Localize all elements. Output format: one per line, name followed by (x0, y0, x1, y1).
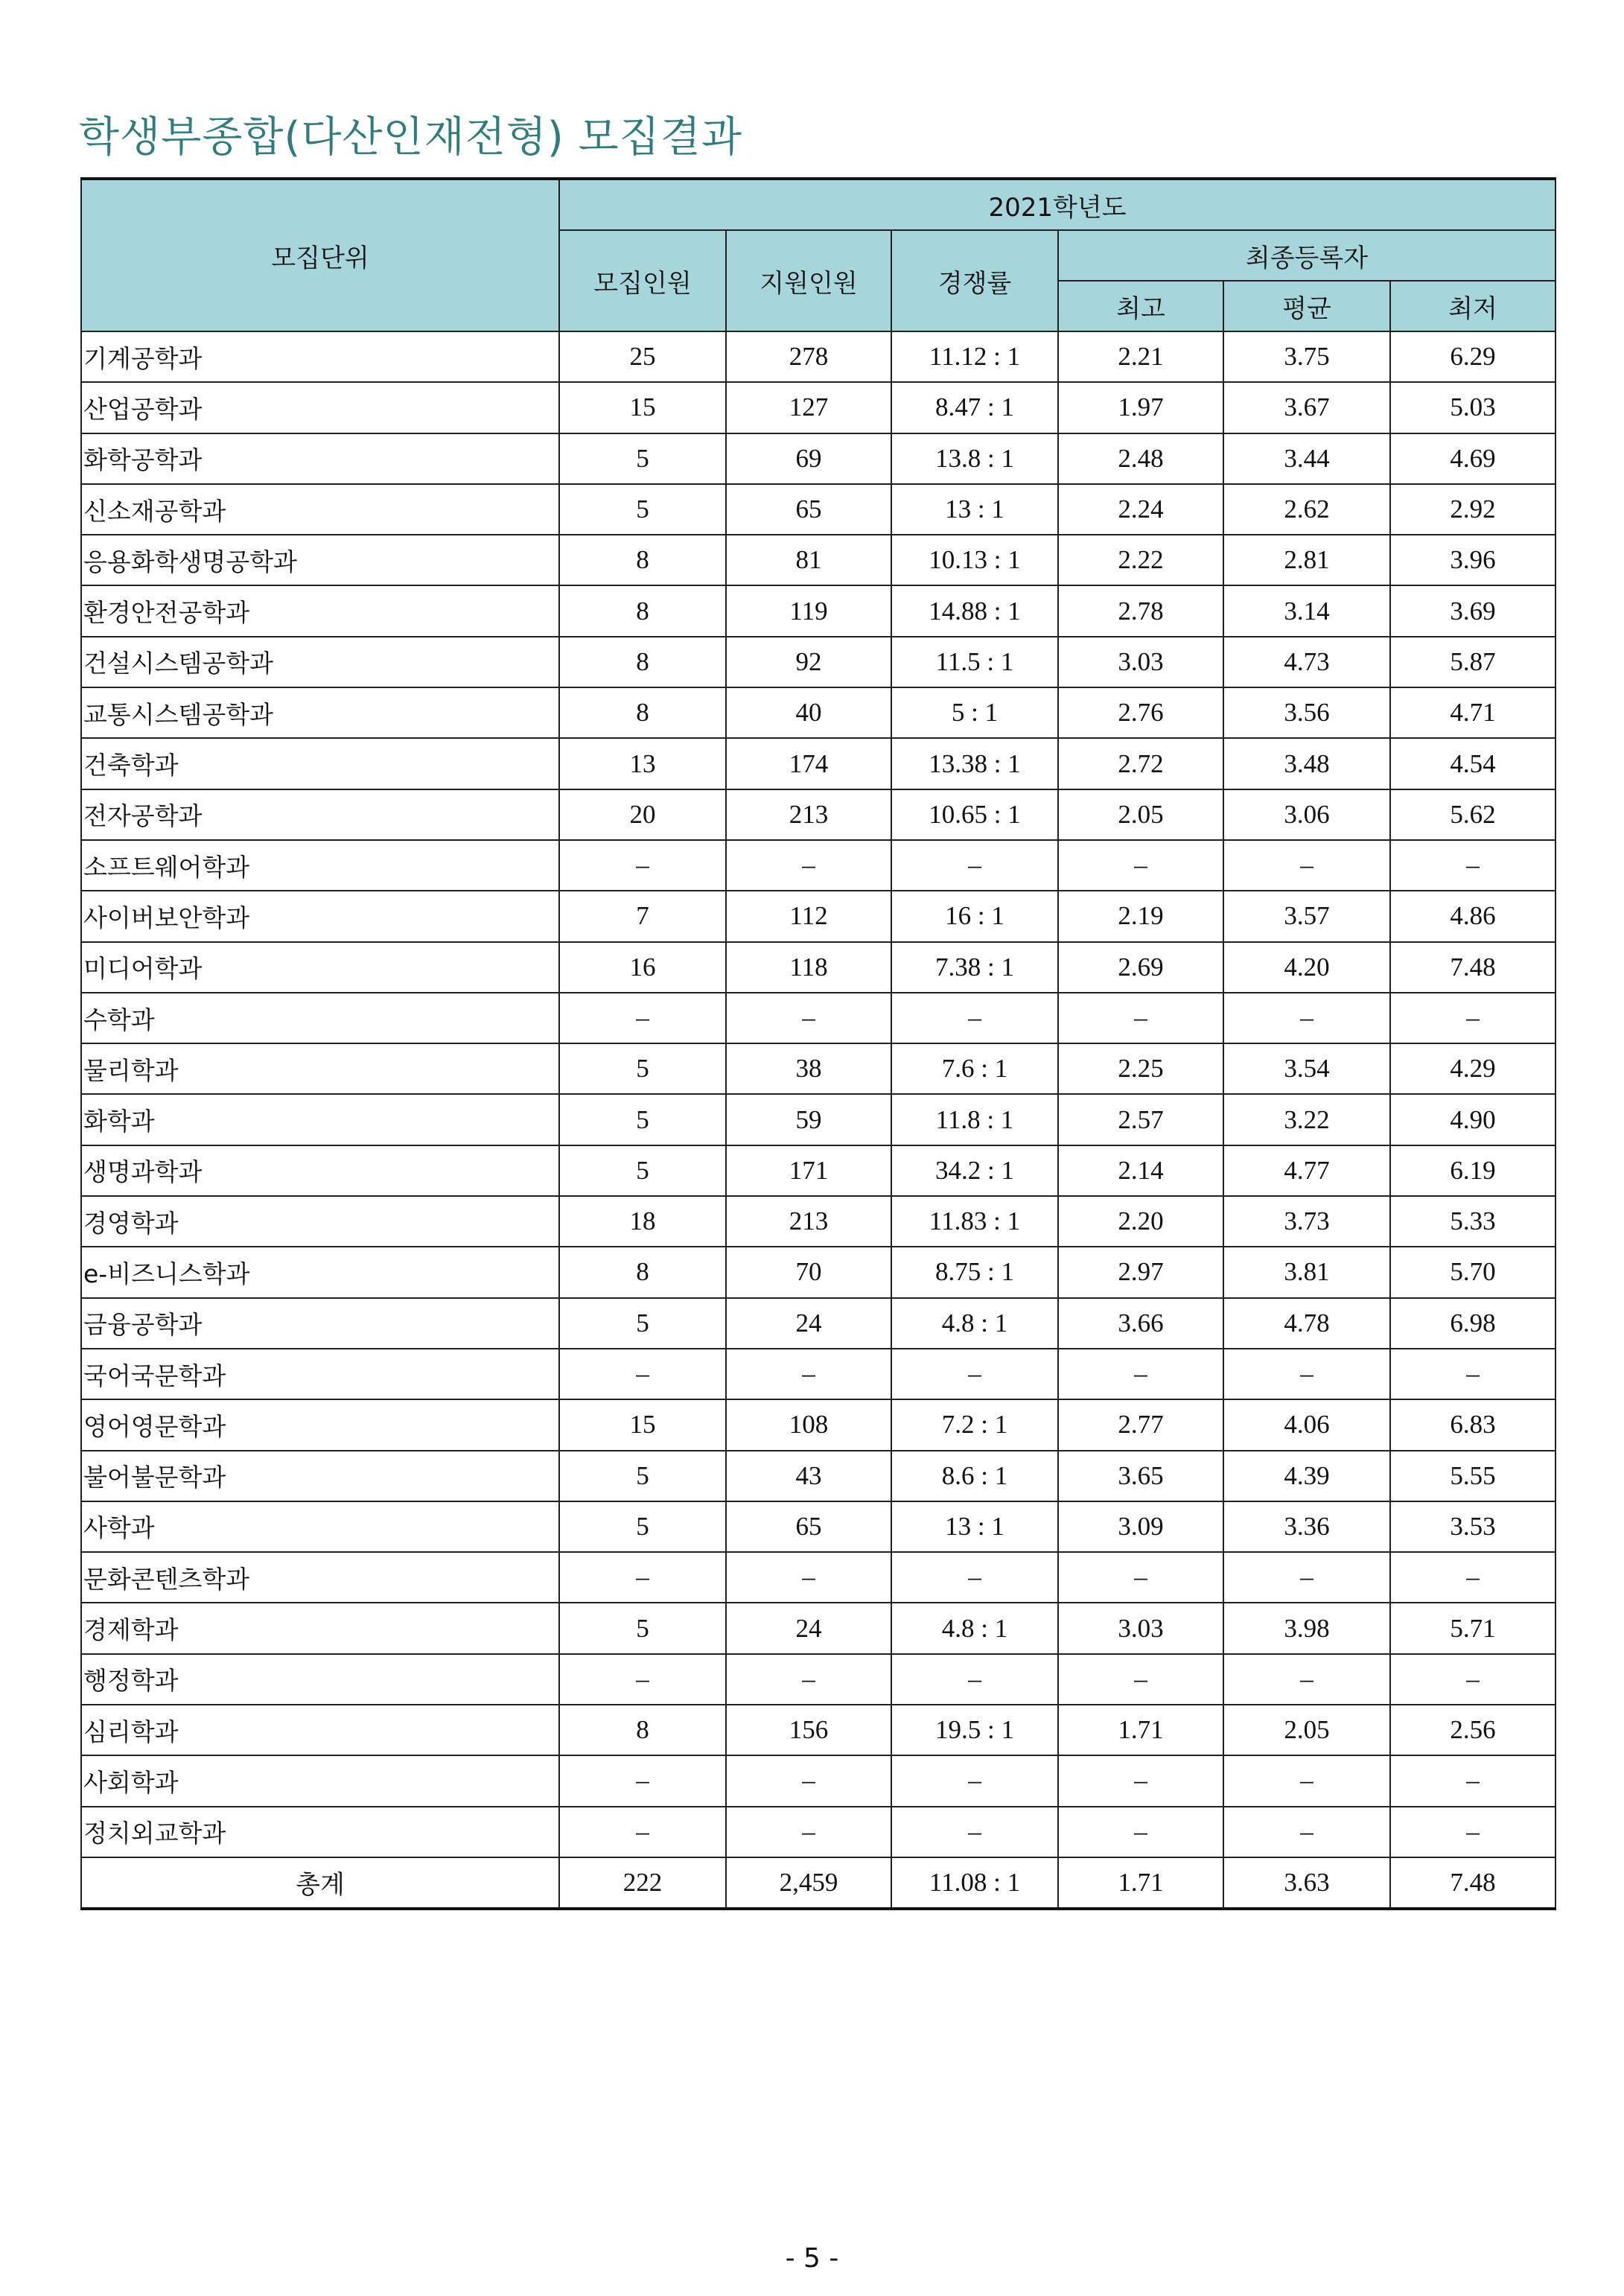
cell-ratio: 11.8 : 1 (891, 1094, 1058, 1145)
cell-min: 5.55 (1390, 1451, 1555, 1501)
cell-applicants: 69 (726, 433, 891, 484)
cell-min: – (1390, 1807, 1555, 1857)
cell-unit-name: 심리학과 (81, 1705, 559, 1755)
cell-min: – (1390, 993, 1555, 1043)
table-row (81, 942, 1555, 993)
table-row (81, 1043, 1555, 1094)
cell-avg: – (1223, 1654, 1390, 1705)
cell-min: 6.29 (1390, 331, 1555, 382)
cell-max: – (1058, 840, 1223, 891)
cell-applicants: 70 (726, 1247, 891, 1297)
cell-avg: 4.77 (1223, 1145, 1390, 1196)
table-row (81, 1349, 1555, 1399)
cell-avg: 4.78 (1223, 1298, 1390, 1349)
header-min: 최저 (1390, 281, 1555, 331)
cell-unit-name: 응용화학생명공학과 (81, 535, 559, 585)
table-row (81, 1755, 1555, 1806)
table-row (81, 1145, 1555, 1196)
cell-avg: 4.39 (1223, 1451, 1390, 1501)
cell-max: 2.20 (1058, 1196, 1223, 1247)
cell-min: – (1390, 1552, 1555, 1603)
cell-applicants: – (726, 840, 891, 891)
cell-min: 5.03 (1390, 382, 1555, 433)
cell-ratio: 11.12 : 1 (891, 331, 1058, 382)
cell-unit-name: 기계공학과 (81, 331, 559, 382)
cell-quota: 5 (559, 1094, 726, 1145)
table-row (81, 1399, 1555, 1450)
total-ratio: 11.08 : 1 (891, 1857, 1058, 1909)
cell-unit-name: 교통시스템공학과 (81, 687, 559, 738)
cell-quota: 20 (559, 789, 726, 840)
cell-ratio: – (891, 993, 1058, 1043)
cell-min: 4.54 (1390, 738, 1555, 789)
table-row (81, 738, 1555, 789)
table-row (81, 1654, 1555, 1705)
cell-min: – (1390, 1349, 1555, 1399)
total-quota: 222 (559, 1857, 726, 1909)
cell-max: 2.78 (1058, 585, 1223, 636)
cell-unit-name: 경영학과 (81, 1196, 559, 1247)
cell-unit-name: 행정학과 (81, 1654, 559, 1705)
cell-max: 1.97 (1058, 382, 1223, 433)
table-row (81, 789, 1555, 840)
table-row (81, 1807, 1555, 1857)
cell-quota: 5 (559, 1298, 726, 1349)
cell-max: 1.71 (1058, 1705, 1223, 1755)
cell-quota: 8 (559, 637, 726, 687)
cell-avg: 3.44 (1223, 433, 1390, 484)
cell-applicants: 38 (726, 1043, 891, 1094)
cell-quota: 7 (559, 891, 726, 941)
cell-avg: 3.67 (1223, 382, 1390, 433)
cell-ratio: 16 : 1 (891, 891, 1058, 941)
cell-quota: 15 (559, 1399, 726, 1450)
cell-quota: 5 (559, 1043, 726, 1094)
table-row (81, 1603, 1555, 1653)
cell-applicants: 118 (726, 942, 891, 993)
cell-max: 2.21 (1058, 331, 1223, 382)
table-row (81, 687, 1555, 738)
cell-unit-name: 정치외교학과 (81, 1807, 559, 1857)
cell-ratio: – (891, 1349, 1058, 1399)
cell-quota: – (559, 1654, 726, 1705)
cell-ratio: 19.5 : 1 (891, 1705, 1058, 1755)
cell-unit-name: 사학과 (81, 1501, 559, 1552)
cell-unit-name: 화학과 (81, 1094, 559, 1145)
cell-unit-name: 소프트웨어학과 (81, 840, 559, 891)
cell-min: 5.62 (1390, 789, 1555, 840)
cell-min: – (1390, 1755, 1555, 1806)
cell-avg: 3.73 (1223, 1196, 1390, 1247)
cell-quota: 8 (559, 535, 726, 585)
cell-quota: 15 (559, 382, 726, 433)
table-row (81, 1552, 1555, 1603)
cell-max: – (1058, 993, 1223, 1043)
cell-ratio: 8.75 : 1 (891, 1247, 1058, 1297)
cell-max: – (1058, 1552, 1223, 1603)
cell-ratio: 4.8 : 1 (891, 1298, 1058, 1349)
cell-applicants: 24 (726, 1603, 891, 1653)
cell-max: 2.05 (1058, 789, 1223, 840)
header-avg: 평균 (1223, 281, 1390, 331)
cell-applicants: 127 (726, 382, 891, 433)
cell-max: 2.57 (1058, 1094, 1223, 1145)
cell-min: 5.71 (1390, 1603, 1555, 1653)
table-footer (81, 1857, 1555, 1909)
cell-avg: 3.22 (1223, 1094, 1390, 1145)
cell-avg: 2.81 (1223, 535, 1390, 585)
cell-applicants: 92 (726, 637, 891, 687)
header-unit: 모집단위 (81, 179, 559, 331)
cell-ratio: 11.5 : 1 (891, 637, 1058, 687)
cell-min: 6.98 (1390, 1298, 1555, 1349)
cell-unit-name: 미디어학과 (81, 942, 559, 993)
cell-ratio: – (891, 1654, 1058, 1705)
header-ratio: 경쟁률 (891, 230, 1058, 331)
cell-applicants: – (726, 1755, 891, 1806)
page-number: - 5 - (785, 2243, 839, 2274)
cell-quota: 25 (559, 331, 726, 382)
table-row (81, 1451, 1555, 1501)
cell-quota: – (559, 1755, 726, 1806)
cell-max: 2.19 (1058, 891, 1223, 941)
cell-applicants: 213 (726, 1196, 891, 1247)
total-max: 1.71 (1058, 1857, 1223, 1909)
cell-avg: 4.73 (1223, 637, 1390, 687)
cell-avg: 4.20 (1223, 942, 1390, 993)
table-row (81, 331, 1555, 382)
table-row (81, 840, 1555, 891)
cell-ratio: – (891, 840, 1058, 891)
cell-applicants: 174 (726, 738, 891, 789)
cell-unit-name: 경제학과 (81, 1603, 559, 1653)
cell-applicants: 171 (726, 1145, 891, 1196)
cell-unit-name: 불어불문학과 (81, 1451, 559, 1501)
table-header (81, 179, 1555, 331)
cell-applicants: – (726, 1807, 891, 1857)
cell-quota: 8 (559, 1705, 726, 1755)
cell-quota: 5 (559, 1451, 726, 1501)
cell-min: 5.87 (1390, 637, 1555, 687)
header-final-registrants: 최종등록자 (1058, 230, 1555, 281)
cell-avg: 3.57 (1223, 891, 1390, 941)
cell-max: 3.09 (1058, 1501, 1223, 1552)
cell-max: – (1058, 1807, 1223, 1857)
cell-max: – (1058, 1349, 1223, 1399)
cell-applicants: 24 (726, 1298, 891, 1349)
table-body (81, 331, 1555, 1857)
cell-quota: 5 (559, 433, 726, 484)
table-row (81, 891, 1555, 941)
cell-ratio: 13 : 1 (891, 1501, 1058, 1552)
cell-avg: 2.62 (1223, 484, 1390, 535)
cell-ratio: 4.8 : 1 (891, 1603, 1058, 1653)
cell-ratio: 10.13 : 1 (891, 535, 1058, 585)
cell-applicants: 65 (726, 1501, 891, 1552)
cell-unit-name: 수학과 (81, 993, 559, 1043)
cell-min: 5.33 (1390, 1196, 1555, 1247)
cell-min: 6.19 (1390, 1145, 1555, 1196)
cell-applicants: 108 (726, 1399, 891, 1450)
cell-min: 4.86 (1390, 891, 1555, 941)
cell-applicants: 59 (726, 1094, 891, 1145)
table-row (81, 993, 1555, 1043)
cell-unit-name: 건축학과 (81, 738, 559, 789)
cell-unit-name: 화학공학과 (81, 433, 559, 484)
cell-min: 7.48 (1390, 942, 1555, 993)
cell-unit-name: 신소재공학과 (81, 484, 559, 535)
table-row (81, 585, 1555, 636)
cell-unit-name: 환경안전공학과 (81, 585, 559, 636)
cell-ratio: 13.8 : 1 (891, 433, 1058, 484)
cell-min: 4.69 (1390, 433, 1555, 484)
cell-min: 4.29 (1390, 1043, 1555, 1094)
cell-avg: 3.81 (1223, 1247, 1390, 1297)
header-year: 2021학년도 (559, 179, 1555, 230)
cell-avg: 4.06 (1223, 1399, 1390, 1450)
cell-applicants: – (726, 993, 891, 1043)
cell-unit-name: 문화콘텐츠학과 (81, 1552, 559, 1603)
table-row (81, 535, 1555, 585)
cell-min: 4.71 (1390, 687, 1555, 738)
cell-max: 2.25 (1058, 1043, 1223, 1094)
cell-avg: 3.75 (1223, 331, 1390, 382)
cell-max: 3.03 (1058, 637, 1223, 687)
total-applicants: 2,459 (726, 1857, 891, 1909)
cell-unit-name: 생명과학과 (81, 1145, 559, 1196)
cell-quota: – (559, 1807, 726, 1857)
cell-quota: – (559, 1552, 726, 1603)
cell-applicants: 156 (726, 1705, 891, 1755)
cell-min: – (1390, 840, 1555, 891)
cell-applicants: 43 (726, 1451, 891, 1501)
total-avg: 3.63 (1223, 1857, 1390, 1909)
table-row (81, 382, 1555, 433)
cell-ratio: 8.6 : 1 (891, 1451, 1058, 1501)
cell-min: 2.92 (1390, 484, 1555, 535)
cell-max: 2.77 (1058, 1399, 1223, 1450)
cell-ratio: – (891, 1552, 1058, 1603)
cell-avg: 3.56 (1223, 687, 1390, 738)
cell-unit-name: 사이버보안학과 (81, 891, 559, 941)
cell-min: 5.70 (1390, 1247, 1555, 1297)
cell-applicants: – (726, 1349, 891, 1399)
cell-unit-name: 물리학과 (81, 1043, 559, 1094)
header-quota: 모집인원 (559, 230, 726, 331)
cell-quota: 8 (559, 585, 726, 636)
cell-max: 2.14 (1058, 1145, 1223, 1196)
cell-min: 3.69 (1390, 585, 1555, 636)
table-row (81, 1094, 1555, 1145)
cell-applicants: 278 (726, 331, 891, 382)
cell-max: 3.66 (1058, 1298, 1223, 1349)
total-min: 7.48 (1390, 1857, 1555, 1909)
cell-quota: 5 (559, 484, 726, 535)
cell-min: 6.83 (1390, 1399, 1555, 1450)
cell-avg: – (1223, 1755, 1390, 1806)
cell-ratio: 13.38 : 1 (891, 738, 1058, 789)
cell-avg: 3.36 (1223, 1501, 1390, 1552)
cell-avg: – (1223, 1349, 1390, 1399)
cell-quota: 8 (559, 1247, 726, 1297)
cell-max: 2.24 (1058, 484, 1223, 535)
header-applicants: 지원인원 (726, 230, 891, 331)
cell-ratio: 11.83 : 1 (891, 1196, 1058, 1247)
cell-max: 2.69 (1058, 942, 1223, 993)
cell-max: 2.22 (1058, 535, 1223, 585)
cell-max: – (1058, 1755, 1223, 1806)
total-row (81, 1857, 1555, 1909)
page-title: 학생부종합(다산인재전형) 모집결과 (79, 113, 742, 162)
cell-ratio: 13 : 1 (891, 484, 1058, 535)
table-row (81, 637, 1555, 687)
cell-applicants: 81 (726, 535, 891, 585)
cell-unit-name: 금융공학과 (81, 1298, 559, 1349)
cell-quota: – (559, 840, 726, 891)
cell-avg: – (1223, 993, 1390, 1043)
cell-avg: – (1223, 840, 1390, 891)
cell-unit-name: 전자공학과 (81, 789, 559, 840)
cell-applicants: 112 (726, 891, 891, 941)
cell-quota: 16 (559, 942, 726, 993)
cell-unit-name: 영어영문학과 (81, 1399, 559, 1450)
cell-min: 3.96 (1390, 535, 1555, 585)
total-unit-name: 총계 (81, 1857, 559, 1909)
cell-unit-name: 건설시스템공학과 (81, 637, 559, 687)
table-row (81, 1298, 1555, 1349)
cell-ratio: 5 : 1 (891, 687, 1058, 738)
admission-results-table (80, 177, 1556, 1910)
cell-ratio: – (891, 1807, 1058, 1857)
cell-min: 2.56 (1390, 1705, 1555, 1755)
cell-quota: – (559, 1349, 726, 1399)
header-max: 최고 (1058, 281, 1223, 331)
cell-ratio: 14.88 : 1 (891, 585, 1058, 636)
cell-applicants: – (726, 1654, 891, 1705)
cell-max: 2.48 (1058, 433, 1223, 484)
cell-min: 3.53 (1390, 1501, 1555, 1552)
cell-ratio: 34.2 : 1 (891, 1145, 1058, 1196)
table-row (81, 1501, 1555, 1552)
cell-quota: 5 (559, 1501, 726, 1552)
cell-avg: 3.06 (1223, 789, 1390, 840)
cell-applicants: 213 (726, 789, 891, 840)
cell-ratio: 10.65 : 1 (891, 789, 1058, 840)
cell-applicants: 119 (726, 585, 891, 636)
cell-max: 3.65 (1058, 1451, 1223, 1501)
cell-avg: 3.48 (1223, 738, 1390, 789)
table-row (81, 433, 1555, 484)
cell-ratio: 7.2 : 1 (891, 1399, 1058, 1450)
cell-max: 2.72 (1058, 738, 1223, 789)
cell-unit-name: 사회학과 (81, 1755, 559, 1806)
cell-ratio: 8.47 : 1 (891, 382, 1058, 433)
cell-ratio: – (891, 1755, 1058, 1806)
table-row (81, 1705, 1555, 1755)
cell-max: – (1058, 1654, 1223, 1705)
cell-avg: 3.54 (1223, 1043, 1390, 1094)
cell-avg: 3.98 (1223, 1603, 1390, 1653)
cell-avg: – (1223, 1552, 1390, 1603)
table-row (81, 1247, 1555, 1297)
cell-applicants: 40 (726, 687, 891, 738)
cell-quota: 18 (559, 1196, 726, 1247)
cell-quota: 8 (559, 687, 726, 738)
cell-avg: 3.14 (1223, 585, 1390, 636)
cell-quota: 5 (559, 1603, 726, 1653)
cell-min: – (1390, 1654, 1555, 1705)
cell-ratio: 7.38 : 1 (891, 942, 1058, 993)
cell-quota: – (559, 993, 726, 1043)
cell-avg: 2.05 (1223, 1705, 1390, 1755)
cell-quota: 13 (559, 738, 726, 789)
cell-unit-name: 산업공학과 (81, 382, 559, 433)
cell-ratio: 7.6 : 1 (891, 1043, 1058, 1094)
table-row (81, 1196, 1555, 1247)
cell-max: 3.03 (1058, 1603, 1223, 1653)
cell-applicants: 65 (726, 484, 891, 535)
cell-quota: 5 (559, 1145, 726, 1196)
cell-unit-name: 국어국문학과 (81, 1349, 559, 1399)
cell-unit-name: e-비즈니스학과 (81, 1247, 559, 1297)
cell-max: 2.76 (1058, 687, 1223, 738)
cell-avg: – (1223, 1807, 1390, 1857)
cell-min: 4.90 (1390, 1094, 1555, 1145)
cell-applicants: – (726, 1552, 891, 1603)
table-row (81, 484, 1555, 535)
cell-max: 2.97 (1058, 1247, 1223, 1297)
